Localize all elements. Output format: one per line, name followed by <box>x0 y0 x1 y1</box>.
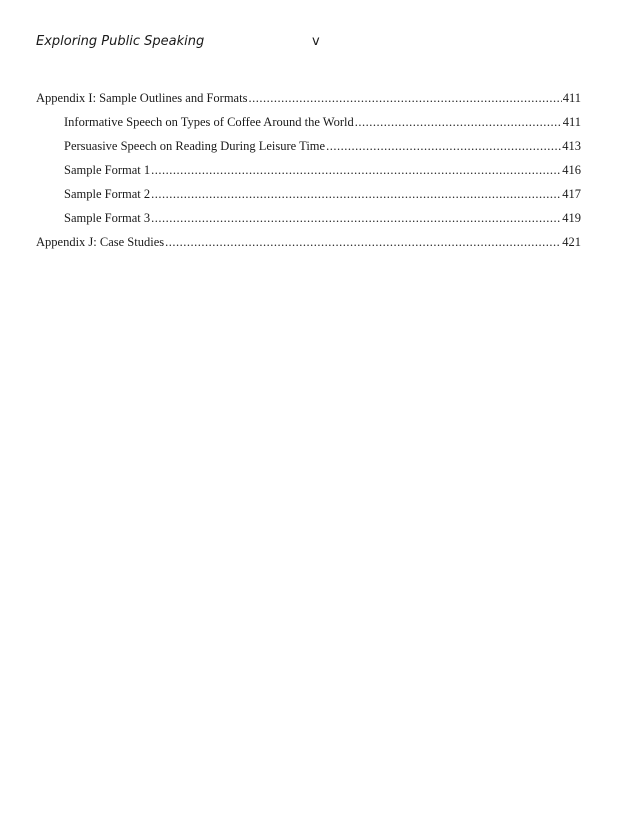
dot-leader <box>355 110 562 134</box>
toc-entry-sample-format-1[interactable] <box>36 158 581 182</box>
toc-entry-appendix-j[interactable] <box>36 230 581 254</box>
toc-entry-label: Sample Format 2 <box>64 187 151 201</box>
dot-leader <box>326 134 561 158</box>
toc-entry-page: 411 <box>562 91 581 105</box>
dot-leader <box>165 230 561 254</box>
running-header <box>36 34 596 56</box>
toc-entry-page: 419 <box>562 211 581 225</box>
toc-entry-sample-format-3[interactable] <box>36 206 581 230</box>
table-of-contents <box>36 86 581 254</box>
toc-entry-sample-format-2[interactable] <box>36 182 581 206</box>
toc-entry-label: Sample Format 3 <box>64 211 151 225</box>
book-title: Exploring Public Speaking <box>36 34 205 49</box>
toc-entry-label: Appendix J: Case Studies <box>36 235 165 249</box>
toc-entry-label: Sample Format 1 <box>64 163 151 177</box>
toc-entry-informative-speech[interactable] <box>36 110 581 134</box>
dot-leader <box>151 206 561 230</box>
toc-entry-appendix-i[interactable] <box>36 86 581 110</box>
toc-entry-page: 413 <box>562 139 581 153</box>
toc-entry-page: 417 <box>562 187 581 201</box>
dot-leader <box>248 86 561 110</box>
toc-entry-page: 411 <box>562 115 581 129</box>
toc-entry-label: Informative Speech on Types of Coffee Around the World <box>64 115 354 129</box>
page-number: v <box>312 34 320 49</box>
toc-entry-persuasive-speech[interactable] <box>36 134 581 158</box>
toc-entry-page: 421 <box>562 235 581 249</box>
dot-leader <box>151 158 561 182</box>
toc-entry-label: Appendix I: Sample Outlines and Formats <box>36 91 248 105</box>
toc-entry-label: Persuasive Speech on Reading During Leisure Time <box>64 139 326 153</box>
dot-leader <box>151 182 561 206</box>
toc-entry-page: 416 <box>562 163 581 177</box>
